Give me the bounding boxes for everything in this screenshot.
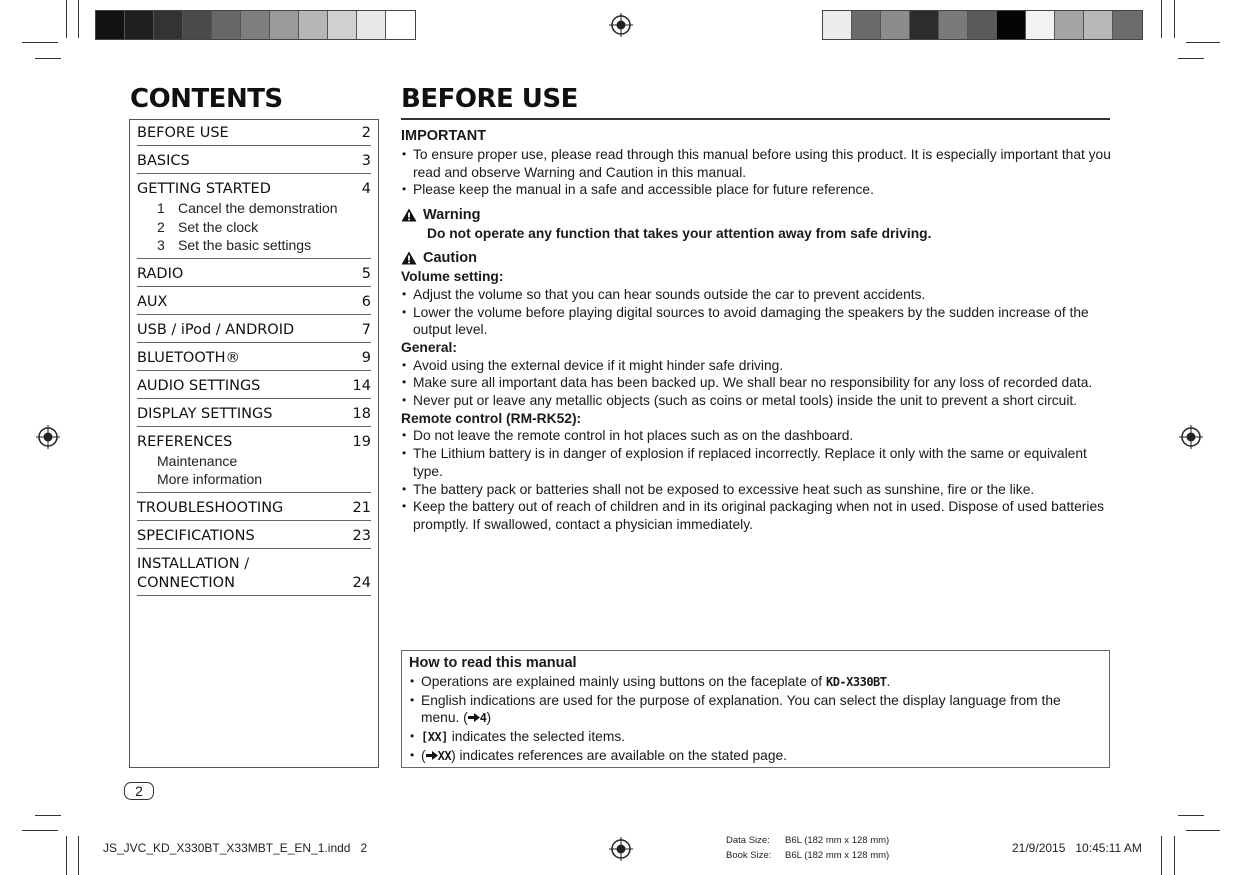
howto-text: indicates the selected items. <box>447 729 626 745</box>
toc-row <box>137 433 371 452</box>
list-item: • The Lithium battery is in danger of explosion if replaced incorrectly. Replace it only with the same or equivalent type. <box>401 445 1113 480</box>
toc-title: REFERENCES <box>137 433 233 450</box>
toc-title: SPECIFICATIONS <box>137 527 255 544</box>
list-item <box>409 673 1101 692</box>
toc-subentry-number: 1 <box>157 200 165 216</box>
color-swatch <box>270 11 299 39</box>
toc-subentry-text: Set the basic settings <box>178 237 312 253</box>
volume-list <box>401 286 1113 339</box>
page-ref: 4 <box>479 711 487 726</box>
toc-subentry <box>137 199 371 218</box>
color-swatch <box>1084 11 1113 39</box>
book-size-value: B6L (182 mm x 128 mm) <box>785 850 890 861</box>
toc-page: 6 <box>361 293 371 310</box>
toc-page: 3 <box>361 153 371 169</box>
arrow-right-icon <box>426 751 438 760</box>
howto-text: ) <box>486 710 492 726</box>
toc-row <box>137 293 371 312</box>
toc-row <box>137 555 371 593</box>
color-swatch <box>212 11 241 39</box>
selected-item-code: [XX] <box>421 730 448 745</box>
color-swatch <box>154 11 183 39</box>
toc-entry <box>137 427 371 493</box>
important-heading: IMPORTANT <box>401 128 487 144</box>
data-size-label: Data Size: <box>726 835 770 846</box>
toc-subentry-text: More information <box>157 471 263 487</box>
page-number: 2 <box>124 782 154 800</box>
color-swatch <box>357 11 386 39</box>
toc-subentry-text: Set the clock <box>178 218 259 235</box>
list-item: • Do not leave the remote control in hot places such as on the dashboard. <box>401 427 1113 445</box>
color-swatch <box>997 11 1026 39</box>
toc-entry <box>137 174 371 259</box>
toc-page: 24 <box>352 574 371 591</box>
remote-heading: Remote control (RM-RK52): <box>401 410 582 426</box>
howto-text: Operations are explained mainly using buttons on the faceplate of <box>421 674 826 689</box>
list-item: • The battery pack or batteries shall not be exposed to excessive heat such as sunshine, fire or the like. <box>401 481 1113 499</box>
toc-row <box>137 152 371 171</box>
toc-title: GETTING STARTED <box>137 181 271 197</box>
color-swatch <box>96 11 125 39</box>
toc-subentry <box>137 218 371 237</box>
toc-title: AUX <box>137 293 168 310</box>
color-swatch <box>1026 11 1055 39</box>
footer-filename: JS_JVC_KD_X330BT_X33MBT_E_EN_1.indd 2 <box>103 841 368 855</box>
toc-row <box>137 499 371 518</box>
toc-entry <box>137 287 371 315</box>
toc-entry <box>137 493 371 521</box>
toc-title: BLUETOOTH® <box>137 349 241 366</box>
color-bar-right <box>822 10 1143 40</box>
toc-entry <box>137 371 371 399</box>
warning-text: Do not operate any function that takes your attention away from safe driving. <box>427 226 932 242</box>
color-swatch <box>183 11 212 39</box>
toc-row <box>137 377 371 396</box>
before-use-heading: BEFORE USE <box>401 84 578 114</box>
toc-entry <box>137 123 371 146</box>
color-swatch <box>823 11 852 39</box>
color-bar-left <box>95 10 416 40</box>
data-size-value: B6L (182 mm x 128 mm) <box>785 835 890 846</box>
toc-entry <box>137 549 371 596</box>
book-size-label: Book Size: <box>726 850 772 861</box>
toc-subentry <box>137 236 371 255</box>
toc-title: AUDIO SETTINGS <box>137 377 261 394</box>
toc-subentry-text: Maintenance <box>157 452 238 469</box>
list-item <box>409 747 1101 766</box>
warning-triangle-icon <box>401 208 417 222</box>
arrow-right-icon <box>468 713 480 722</box>
page-ref: XX <box>437 748 452 763</box>
color-swatch <box>939 11 968 39</box>
color-swatch <box>1113 11 1142 39</box>
toc-title: RADIO <box>137 265 184 282</box>
toc-page: 23 <box>352 527 371 544</box>
toc-entry <box>137 399 371 427</box>
remote-list <box>401 427 1113 533</box>
how-to-read-heading: How to read this manual <box>409 655 577 671</box>
model-name: KD-X330BT <box>825 675 887 689</box>
toc-row <box>137 321 371 340</box>
toc-row <box>137 349 371 368</box>
toc-page: 7 <box>361 321 371 338</box>
toc-subentry-number: 2 <box>157 218 165 235</box>
toc-subentry <box>137 452 371 471</box>
toc-entry <box>137 259 371 287</box>
toc-page: 14 <box>352 377 371 394</box>
list-item: • Make sure all important data has been backed up. We shall bear no responsibility for any loss of recorded data. <box>401 374 1113 392</box>
warning-label: Warning <box>423 207 481 224</box>
toc-row <box>137 180 371 199</box>
howto-text: . <box>886 674 891 689</box>
list-item: • Lower the volume before playing digital sources to avoid damaging the speakers by the sudden increase of the output level. <box>401 304 1113 339</box>
registration-mark-right-icon <box>1179 425 1203 449</box>
contents-box <box>129 119 379 768</box>
howto-text: ( <box>421 747 426 763</box>
how-to-list <box>409 673 1101 766</box>
general-heading: General: <box>401 339 457 355</box>
before-use-section <box>401 127 1113 534</box>
caution-triangle-icon <box>401 251 417 265</box>
toc-entry <box>137 343 371 371</box>
toc-entry <box>137 315 371 343</box>
color-swatch <box>1055 11 1084 39</box>
toc-entry <box>137 521 371 549</box>
toc-page: 9 <box>361 349 371 366</box>
list-item: • Adjust the volume so that you can hear sounds outside the car to prevent accidents. <box>401 286 1113 304</box>
caution-heading <box>401 248 1113 268</box>
registration-mark-bottom-icon <box>609 837 633 861</box>
toc-subentry-text: Cancel the demonstration <box>178 200 338 216</box>
toc-page: 18 <box>352 405 371 422</box>
toc-title: DISPLAY SETTINGS <box>137 405 273 422</box>
color-swatch <box>968 11 997 39</box>
toc-list <box>137 123 371 596</box>
toc-entry <box>137 146 371 174</box>
warning-heading <box>401 205 1113 225</box>
toc-page: 2 <box>361 125 371 141</box>
heading-rule <box>401 118 1110 120</box>
list-item: • Never put or leave any metallic objects (such as coins or metal tools) inside the unit to prevent a short circuit. <box>401 392 1113 410</box>
registration-mark-left-icon <box>36 425 60 449</box>
volume-heading: Volume setting: <box>401 269 504 285</box>
toc-title: BEFORE USE <box>137 125 229 141</box>
toc-row <box>137 405 371 424</box>
registration-mark-top-icon <box>609 13 633 37</box>
toc-row <box>137 265 371 284</box>
list-item <box>409 728 1101 747</box>
toc-title: INSTALLATION / CONNECTION <box>137 555 250 591</box>
toc-page: 5 <box>361 265 371 282</box>
color-swatch <box>328 11 357 39</box>
list-item: • Keep the battery out of reach of children and in its original packaging when not in used. Dispose of used batteries promptly. If swallowed, contact a physician immediately. <box>401 498 1113 533</box>
toc-subentry-number: 3 <box>157 237 165 253</box>
toc-row <box>137 527 371 546</box>
toc-subentry <box>137 470 371 489</box>
important-list <box>401 146 1113 199</box>
color-swatch <box>910 11 939 39</box>
color-swatch <box>299 11 328 39</box>
list-item: • Please keep the manual in a safe and accessible place for future reference. <box>401 181 1113 199</box>
list-item: • To ensure proper use, please read through this manual before using this product. It is especially important that you read and observe Warning and Caution in this manual. <box>401 146 1113 181</box>
color-swatch <box>386 11 415 39</box>
toc-row <box>137 124 371 143</box>
color-swatch <box>241 11 270 39</box>
toc-title: USB / iPod / ANDROID <box>137 321 295 338</box>
general-list <box>401 357 1113 410</box>
toc-page: 4 <box>361 181 371 197</box>
color-swatch <box>125 11 154 39</box>
color-swatch <box>852 11 881 39</box>
list-item: • Avoid using the external device if it might hinder safe driving. <box>401 357 1113 375</box>
footer-datetime: 21/9/2015 10:45:11 AM <box>1012 841 1142 855</box>
howto-text: English indications are used for the purpose of explanation. You can select the display language from the menu. ( <box>421 692 1061 726</box>
howto-text: ) indicates references are available on the stated page. <box>451 747 787 763</box>
list-item <box>409 692 1101 728</box>
caution-label: Caution <box>423 250 477 267</box>
color-swatch <box>881 11 910 39</box>
toc-title: BASICS <box>137 153 190 169</box>
contents-heading: CONTENTS <box>130 84 283 114</box>
how-to-read-box <box>401 650 1110 768</box>
toc-page: 21 <box>352 499 371 516</box>
toc-page: 19 <box>352 433 371 450</box>
toc-title: TROUBLESHOOTING <box>137 499 284 516</box>
